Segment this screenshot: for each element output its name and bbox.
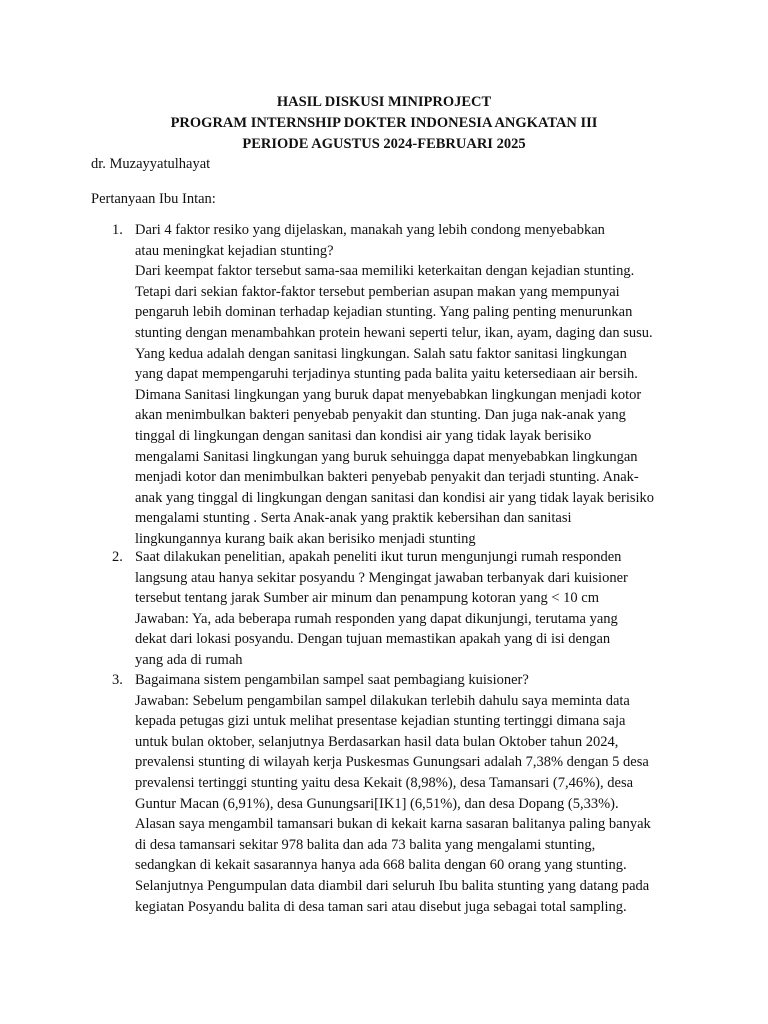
text-line: tinggal di lingkungan dengan sanitasi dan kondisi air yang tidak layak berisiko — [135, 427, 592, 444]
text-line: untuk bulan oktober, selanjutnya Berdasarkan hasil data bulan Oktober tahun 2024, — [135, 733, 619, 750]
text-line: kegiatan Posyandu balita di desa taman sari atau disebut juga sebagai total sampling. — [135, 898, 627, 915]
text-line: Yang kedua adalah dengan sanitasi lingkungan. Salah satu faktor sanitasi lingkungan — [135, 345, 627, 362]
list-item-2 — [135, 547, 683, 671]
text-line: lingkungannya kurang baik akan berisiko menjadi stunting — [135, 530, 476, 547]
list-number-2: 2. — [112, 549, 123, 565]
intro-text: Pertanyaan Ibu Intan: — [91, 191, 216, 207]
list-item-3 — [135, 670, 683, 917]
text-line: Tetapi dari sekian faktor-faktor tersebut pemberian asupan makan yang mempunyai — [135, 283, 620, 300]
text-line: prevalensi tertinggi stunting yaitu desa Kekait (8,98%), desa Tamansari (7,46%), desa — [135, 774, 634, 791]
text-line: Selanjutnya Pengumpulan data diambil dari seluruh Ibu balita stunting yang datang pada — [135, 877, 650, 894]
text-line: anak yang tinggal di lingkungan dengan sanitasi dan kondisi air yang tidak layak berisiko — [135, 489, 655, 506]
text-line: prevalensi stunting di wilayah kerja Puskesmas Gunungsari adalah 7,38% dengan 5 desa — [135, 754, 649, 771]
text-line: pengaruh lebih dominan terhadap kejadian stunting. Yang paling penting menurunkan — [135, 304, 633, 321]
document-title-line-1: HASIL DISKUSI MINIPROJECT — [276, 94, 492, 110]
text-line: stunting dengan menambahkan protein hewani seperti telur, ikan, ayam, daging dan susu. — [135, 324, 653, 341]
list-item-1 — [135, 220, 683, 550]
text-line: Jawaban: Ya, ada beberapa rumah responden yang dapat dikunjungi, terutama yang — [135, 610, 618, 627]
text-line: Dari 4 faktor resiko yang dijelaskan, manakah yang lebih condong menyebabkan — [135, 222, 605, 238]
text-line: Dari keempat faktor tersebut sama-saa memiliki keterkaitan dengan kejadian stunting. — [135, 263, 635, 280]
text-line: dekat dari lokasi posyandu. Dengan tujuan memastikan apakah yang di isi dengan — [135, 631, 611, 648]
text-line: mengalami stunting . Serta Anak-anak yang praktik kebersihan dan sanitasi — [135, 510, 572, 527]
text-line: Guntur Macan (6,91%), desa Gunungsari[IK1] (6,51%), dan desa Dopang (5,33%). — [135, 795, 619, 812]
text-line: Bagaimana sistem pengambilan sampel saat pembagiang kuisioner? — [135, 672, 529, 688]
text-line: Saat dilakukan penelitian, apakah peneliti ikut turun mengunjungi rumah responden — [135, 549, 622, 565]
text-line: menjadi kotor dan menimbulkan bakteri penyebab penyakit dan terjadi stunting. Anak- — [135, 469, 639, 486]
text-line: yang dapat mempengaruhi terjadinya stunting pada balita yaitu ketersediaan air bersih. — [135, 366, 638, 383]
text-line: Alasan saya mengambil tamansari bukan di kekait karna sasaran balitanya paling banyak — [135, 816, 651, 833]
text-line: atau meningkat kejadian stunting? — [135, 242, 334, 259]
document-title-line-2: PROGRAM INTERNSHIP DOKTER INDONESIA ANGKATAN III — [170, 115, 598, 131]
text-line: sedangkan di kekait sasarannya hanya ada 668 balita dengan 60 orang yang stunting. — [135, 857, 627, 874]
text-line: mengalami Sanitasi lingkungan yang buruk sehuingga dapat menyebabkan lingkungan — [135, 448, 638, 465]
list-number-1: 1. — [112, 222, 123, 238]
text-line: yang ada di rumah — [135, 651, 243, 668]
text-line: di desa tamansari sekitar 978 balita dan ada 73 balita yang mengalami stunting, — [135, 836, 596, 853]
text-line: kepada petugas gizi untuk melihat presentase kejadian stunting tertinggi dimana saja — [135, 713, 626, 730]
text-line: akan menimbulkan bakteri penyebab penyakit dan stunting. Dan juga nak-anak yang — [135, 407, 626, 424]
document-title-line-3: PERIODE AGUSTUS 2024-FEBRUARI 2025 — [242, 136, 526, 152]
text-line: Dimana Sanitasi lingkungan yang buruk dapat menyebabkan lingkungan menjadi kotor — [135, 386, 642, 403]
text-line: Jawaban: Sebelum pengambilan sampel dilakukan terlebih dahulu saya meminta data — [135, 692, 630, 709]
author-name: dr. Muzayyatulhayat — [91, 156, 211, 172]
text-line: tersebut tentang jarak Sumber air minum dan penampung kotoran yang < 10 cm — [135, 590, 599, 607]
list-number-3: 3. — [112, 672, 123, 688]
text-line: langsung atau hanya sekitar posyandu ? Mengingat jawaban terbanyak dari kuisioner — [135, 569, 628, 586]
